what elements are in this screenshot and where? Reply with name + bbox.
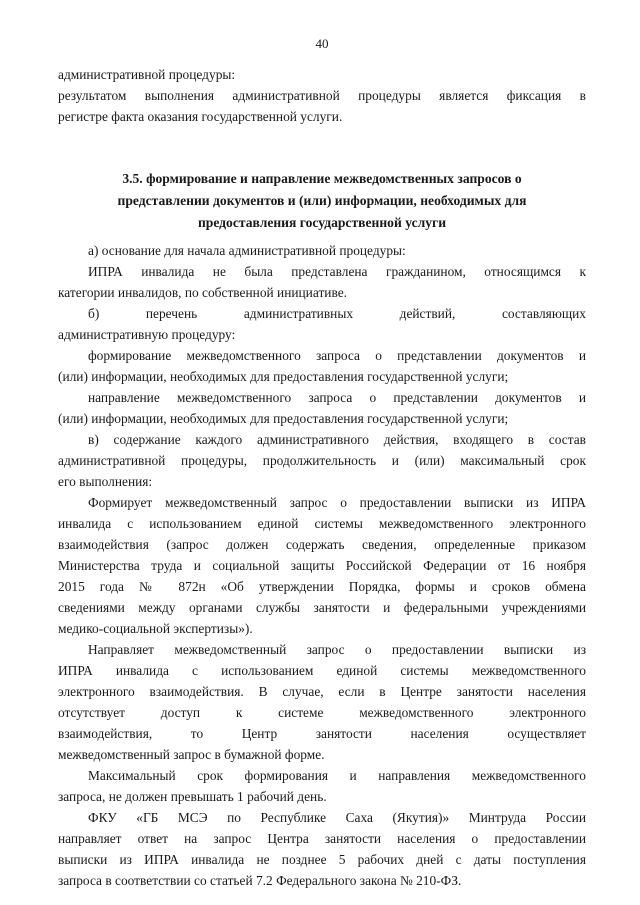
paragraph-line: Министерства труда и социальной защиты Российской Федерации от 16 ноября [58, 558, 586, 573]
paragraph-line: межведомственный запрос в бумажной форме. [58, 747, 325, 762]
paragraph-line: инвалида с использованием единой системы межведомственного электронного [58, 516, 586, 531]
heading-line: предоставления государственной услуги [197, 215, 447, 230]
paragraph-line: категории инвалидов, по собственной инициативе. [58, 285, 348, 300]
heading-line: представлении документов и (или) информации, необходимых для [117, 193, 527, 208]
page-number: 40 [315, 36, 329, 51]
paragraph-line: ФКУ «ГБ МСЭ по Республике Саха (Якутия)» Минтруда России [88, 810, 586, 825]
paragraph-line: взаимодействия, то Центр занятости населения осуществляет [58, 726, 586, 741]
paragraph-line: (или) информации, необходимых для предоставления государственной услуги; [58, 411, 509, 426]
paragraph-line: а) основание для начала административной процедуры: [88, 243, 406, 258]
paragraph-line: б) перечень административных действий, составляющих [88, 306, 586, 321]
intro-line: регистре факта оказания государственной услуги. [58, 109, 343, 124]
paragraph-line: медико-социальной экспертизы»). [58, 621, 253, 636]
paragraph-line: 2015 года № 872н «Об утверждении Порядка, формы и сроков обмена [58, 579, 586, 594]
paragraph-line: Формирует межведомственный запрос о предоставлении выписки из ИПРА [88, 495, 586, 510]
paragraph-line: Направляет межведомственный запрос о предоставлении выписки из [88, 642, 586, 657]
intro-line: результатом выполнения административной процедуры является фиксация в [58, 88, 586, 103]
paragraph-line: (или) информации, необходимых для предоставления государственной услуги; [58, 369, 509, 384]
body-text [58, 240, 586, 891]
paragraph-line: Максимальный срок формирования и направления межведомственного [88, 768, 586, 783]
paragraph-line: направляет ответ на запрос Центра занятости населения о предоставлении [58, 831, 586, 846]
paragraph-line: электронного взаимодействия. В случае, если в Центре занятости населения [58, 684, 586, 699]
paragraph-line: сведениями между органами службы занятости и федеральными учреждениями [58, 600, 586, 615]
heading-line: 3.5. формирование и направление межведомственных запросов о [122, 171, 522, 186]
intro-block [58, 64, 586, 127]
paragraph-line: запроса в соответствии со статьей 7.2 Федерального закона № 210-ФЗ. [58, 873, 462, 888]
paragraph-line: административной процедуры, продолжительность и (или) максимальный срок [58, 453, 586, 468]
document-page [58, 0, 586, 905]
section-heading [58, 168, 586, 234]
paragraph-line: административную процедуру: [58, 327, 236, 342]
paragraph-line: в) содержание каждого административного действия, входящего в состав [88, 432, 586, 447]
paragraph-line: взаимодействия (запрос должен содержать сведения, определенные приказом [58, 537, 586, 552]
paragraph-line: запроса, не должен превышать 1 рабочий день. [58, 789, 327, 804]
paragraph-line: отсутствует доступ к системе межведомственного электронного [58, 705, 586, 720]
paragraph-line: направление межведомственного запроса о представлении документов и [88, 390, 586, 405]
paragraph-line: формирование межведомственного запроса о представлении документов и [88, 348, 586, 363]
paragraph-line: выписки из ИПРА инвалида не позднее 5 рабочих дней с даты поступления [58, 852, 586, 867]
intro-line: административной процедуры: [58, 67, 236, 82]
paragraph-line: ИПРА инвалида с использованием единой системы межведомственного [58, 663, 586, 678]
paragraph-line: ИПРА инвалида не была представлена гражданином, относящимся к [88, 264, 586, 279]
paragraph-line: его выполнения: [58, 474, 153, 489]
